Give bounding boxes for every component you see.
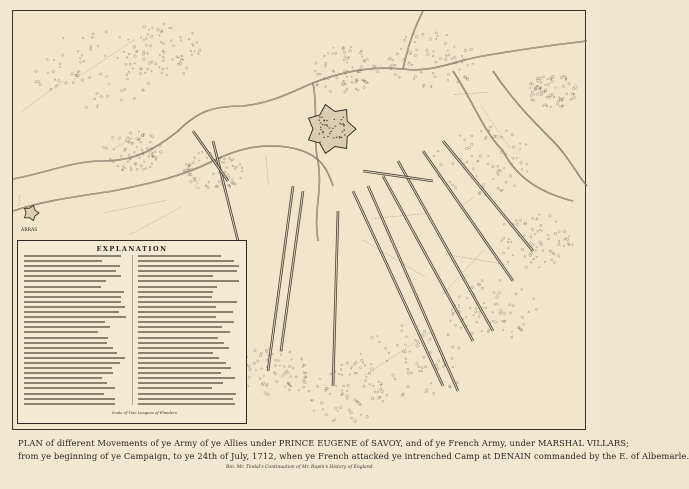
map-title-line1: PLAN of different Movements of ye Army of ye Allies under PRINCE EUGENE of SAVOY, and of ye French Army, under MARSHAL VILLARS; [18,438,630,448]
explanation-text-block [24,255,242,405]
map-imprint: Rin. Mr. Tindal's Continuation of Mr. Rapin's History of England. [226,465,374,470]
scale-label: Scale of Two Leagues of Flanders [112,410,177,415]
town-label-arras: ARRAS [21,228,38,233]
explanation-title: EXPLANATION [96,245,168,253]
explanation-panel [17,240,247,424]
map-title-line2: from ye beginning of ye Campaign, to ye 24th of July, 1712, when ye French attacked ye intrenched Camp at DENAIN commanded by the E. of Albemarle. [18,451,689,461]
